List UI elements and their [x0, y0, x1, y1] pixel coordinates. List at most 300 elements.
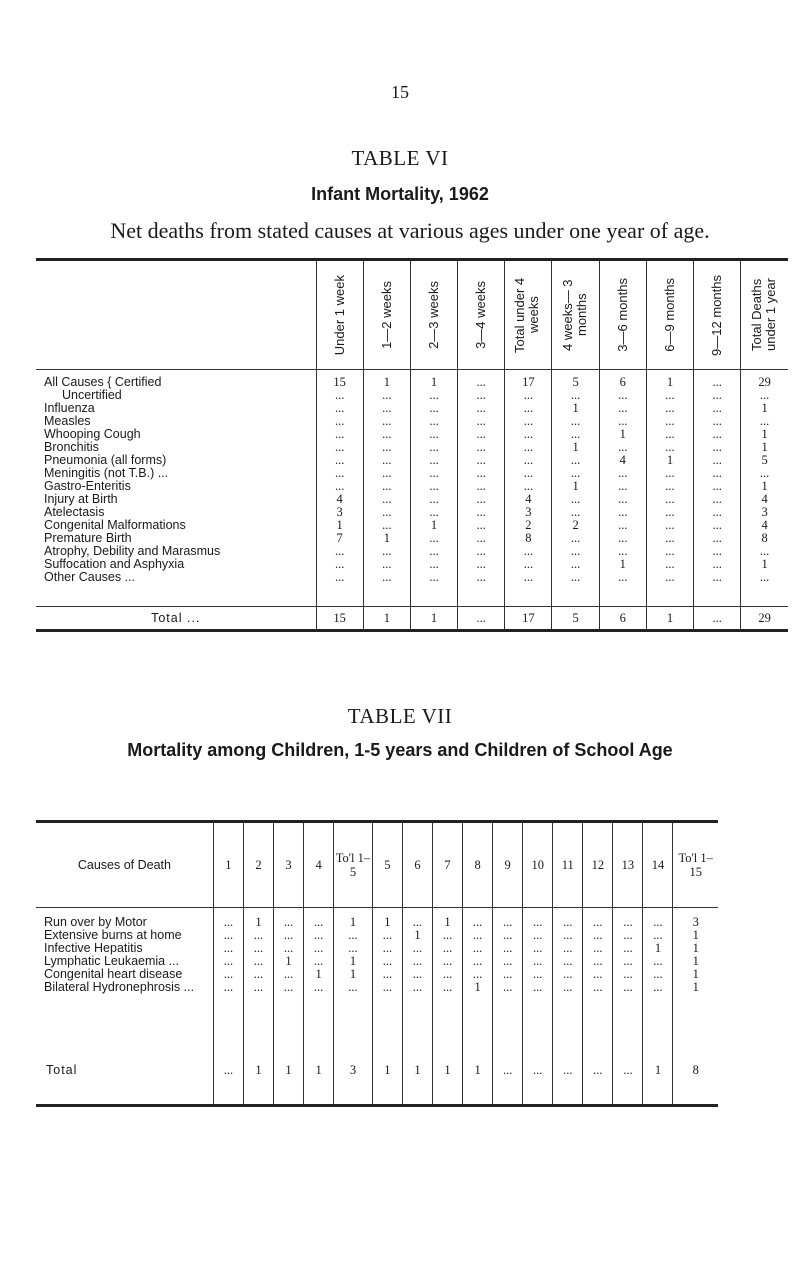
- table6-total-cell: 1: [363, 607, 410, 631]
- spacer-cell: [583, 994, 613, 1064]
- table6-cell: 4: [316, 493, 363, 506]
- table6-col-header: Total Deaths under 1 year: [741, 260, 788, 370]
- table7-cell: 1: [274, 955, 304, 968]
- table6-cell: ...: [410, 493, 457, 506]
- table7-cell: ...: [553, 955, 583, 968]
- table7-cell: ...: [274, 942, 304, 955]
- table6-row: [36, 558, 788, 571]
- table6-cell: ...: [316, 545, 363, 558]
- table7-cell: ...: [334, 929, 373, 942]
- table7-cell: ...: [243, 968, 273, 981]
- table6-row-label: Whooping Cough: [44, 427, 141, 441]
- table7-cell: 1: [334, 968, 373, 981]
- table7-cell: ...: [493, 942, 523, 955]
- table6-cell: ...: [458, 389, 505, 402]
- table6-cell: ...: [410, 545, 457, 558]
- table7-cell: ...: [243, 981, 273, 994]
- table6-cell: ...: [646, 467, 693, 480]
- table6-cell: ...: [552, 532, 599, 545]
- table6-total-cell: 1: [646, 607, 693, 631]
- table7-cell: ...: [523, 955, 553, 968]
- table6-cell: 2: [505, 519, 552, 532]
- table6-cell: ...: [410, 454, 457, 467]
- table6-cell: 1: [363, 370, 410, 390]
- table6-cell: ...: [458, 454, 505, 467]
- table6-cell: ...: [505, 454, 552, 467]
- table7-total-cell: 1: [643, 1064, 673, 1106]
- table6-title: TABLE VI: [351, 146, 449, 170]
- table7-total-cell: 1: [243, 1064, 273, 1106]
- table6-cell: ...: [646, 428, 693, 441]
- table6-spacer-row: [36, 584, 788, 607]
- table6-col-header: 3—6 months: [599, 260, 646, 370]
- table7-cell: ...: [553, 942, 583, 955]
- table7-cell: ...: [583, 955, 613, 968]
- table6-cell: ...: [505, 467, 552, 480]
- table7-cell: ...: [613, 968, 643, 981]
- table6-cell: 1: [741, 480, 788, 493]
- table7-total-row: [36, 1064, 718, 1106]
- table7-cell: 1: [463, 981, 493, 994]
- table6-cell: ...: [646, 558, 693, 571]
- table7-col-header: 10: [523, 822, 553, 908]
- table6-cell: ...: [599, 545, 646, 558]
- table6-cell: ...: [458, 402, 505, 415]
- table7-cell: ...: [402, 955, 432, 968]
- spacer-cell: [304, 994, 334, 1064]
- table6-row-label: Premature Birth: [44, 531, 132, 545]
- table6-cell: ...: [599, 467, 646, 480]
- table7-col-header: 2: [243, 822, 273, 908]
- table7-col-header: 9: [493, 822, 523, 908]
- spacer-cell: [643, 994, 673, 1064]
- table6-row-label: Other Causes ...: [44, 570, 136, 584]
- spacer-cell: [402, 994, 432, 1064]
- spacer-cell: [553, 994, 583, 1064]
- table6-cell: ...: [694, 480, 741, 493]
- table7-row-label: Infective Hepatitis: [44, 941, 143, 955]
- table6-cell: ...: [410, 415, 457, 428]
- table6-cell: ...: [505, 480, 552, 493]
- table6-cell: 15: [316, 370, 363, 390]
- table7-cell: ...: [372, 942, 402, 955]
- table6-cell: 1: [741, 428, 788, 441]
- table6-cell: ...: [505, 558, 552, 571]
- table7-cell: ...: [523, 968, 553, 981]
- table7-col-header: To'l 1–5: [334, 822, 373, 908]
- table6-cell: ...: [599, 571, 646, 584]
- spacer-cell: [36, 994, 213, 1064]
- table6-total-cell: ...: [458, 607, 505, 631]
- table6-cell: ...: [599, 389, 646, 402]
- table6-cell: ...: [505, 415, 552, 428]
- table6-row: [36, 402, 788, 415]
- table7-cell: ...: [493, 968, 523, 981]
- table7-cell: ...: [334, 942, 373, 955]
- table6-cell: ...: [363, 402, 410, 415]
- table6-cell: ...: [458, 480, 505, 493]
- table6-description: Net deaths from stated causes at various ages under one year of age.: [110, 218, 710, 243]
- table7-cell: ...: [463, 955, 493, 968]
- table6-cell: ...: [410, 506, 457, 519]
- table6-total-cell: 29: [741, 607, 788, 631]
- table6-cell: ...: [552, 545, 599, 558]
- table7-cell: ...: [613, 955, 643, 968]
- table6-cell: ...: [741, 571, 788, 584]
- page-number: 15: [391, 82, 409, 102]
- table6-cell: ...: [646, 545, 693, 558]
- table7-cell: ...: [613, 942, 643, 955]
- table6-row-label: Atelectasis: [44, 505, 105, 519]
- spacer-cell: [243, 994, 273, 1064]
- table6-cell: ...: [599, 519, 646, 532]
- table7-header-row: [36, 822, 718, 908]
- table7-cell: ...: [243, 955, 273, 968]
- table6-cell: ...: [316, 415, 363, 428]
- table7-cell: ...: [213, 981, 243, 994]
- table6-cell: 1: [552, 441, 599, 454]
- table6-row-label: Pneumonia (all forms): [44, 453, 167, 467]
- table6-cell: ...: [363, 493, 410, 506]
- table6-cell: ...: [646, 571, 693, 584]
- table6-cell: ...: [505, 571, 552, 584]
- table6-row-label: Bronchitis: [44, 440, 99, 454]
- table6-total-row: [36, 607, 788, 631]
- spacer-cell: [213, 994, 243, 1064]
- table6-col-header: 9—12 months: [694, 260, 741, 370]
- table6-cell: ...: [505, 545, 552, 558]
- table6-row-label: Measles: [44, 414, 91, 428]
- table7-total-cell: ...: [213, 1064, 243, 1106]
- table6-cell: ...: [410, 441, 457, 454]
- table6-cell: 1: [599, 428, 646, 441]
- table7-cell: ...: [523, 929, 553, 942]
- table7-cell: ...: [372, 981, 402, 994]
- table7-cell: ...: [643, 968, 673, 981]
- table6-cell: ...: [694, 389, 741, 402]
- table7-cell: ...: [583, 942, 613, 955]
- table7-cell: 1: [673, 942, 718, 955]
- table7-cell: 1: [372, 908, 402, 930]
- table7-subtitle: Mortality among Children, 1-5 years and Children of School Age: [127, 740, 673, 760]
- table6-row: [36, 467, 788, 480]
- table7-total-cell: 8: [673, 1064, 718, 1106]
- table7-cell: ...: [493, 929, 523, 942]
- table6-cell: ...: [363, 519, 410, 532]
- table6-cell: 4: [741, 493, 788, 506]
- table7-col-header: 8: [463, 822, 493, 908]
- table7-title: TABLE VII: [347, 704, 453, 728]
- table7-cell: 1: [643, 942, 673, 955]
- table6-cell: ...: [694, 454, 741, 467]
- table6-cell: 1: [741, 558, 788, 571]
- table6-subtitle: Infant Mortality, 1962: [311, 184, 489, 204]
- table6-cell: 8: [741, 532, 788, 545]
- table6-cell: ...: [505, 428, 552, 441]
- table6-cell: ...: [363, 467, 410, 480]
- table6-row: [36, 480, 788, 493]
- table6-row: [36, 370, 788, 390]
- spacer-cell: [552, 584, 599, 607]
- table7-cell: ...: [304, 908, 334, 930]
- table6-cell: ...: [694, 428, 741, 441]
- spacer-cell: [673, 994, 718, 1064]
- spacer-cell: [458, 584, 505, 607]
- table6-cell: 3: [316, 506, 363, 519]
- table6-cell: ...: [410, 389, 457, 402]
- table7-cell: 1: [243, 908, 273, 930]
- table6-cell: ...: [741, 415, 788, 428]
- table7-cell: ...: [304, 955, 334, 968]
- table6-cell: ...: [694, 467, 741, 480]
- table6-cell: ...: [505, 441, 552, 454]
- table6-cell: 6: [599, 370, 646, 390]
- table7-cell: 1: [673, 929, 718, 942]
- table6-cell: ...: [410, 402, 457, 415]
- table6-cell: ...: [458, 545, 505, 558]
- table6-cell: ...: [458, 532, 505, 545]
- spacer-cell: [694, 584, 741, 607]
- table6-cell: 1: [599, 558, 646, 571]
- table6-cell: ...: [316, 454, 363, 467]
- table7-col-header: 13: [613, 822, 643, 908]
- table7-spacer-row: [36, 994, 718, 1064]
- table6-cell: 1: [363, 532, 410, 545]
- table6-cell: ...: [646, 389, 693, 402]
- spacer-cell: [599, 584, 646, 607]
- table6-total-label: Total ...: [36, 607, 316, 631]
- table6-row: [36, 389, 788, 402]
- table6-cell: ...: [505, 389, 552, 402]
- table6-cell: 3: [741, 506, 788, 519]
- spacer-cell: [363, 584, 410, 607]
- table6-total-cell: 17: [505, 607, 552, 631]
- table7-cell: ...: [553, 968, 583, 981]
- table7-cell: ...: [372, 929, 402, 942]
- table6-row: [36, 415, 788, 428]
- table7-total-cell: ...: [613, 1064, 643, 1106]
- table7-cell: ...: [372, 968, 402, 981]
- child-mortality-table: [36, 820, 718, 1107]
- table6-cell: ...: [363, 545, 410, 558]
- table7-cell: ...: [304, 981, 334, 994]
- table6-row-label: Uncertified: [62, 388, 122, 402]
- table7-cell: ...: [402, 968, 432, 981]
- table6-cell: 3: [505, 506, 552, 519]
- table6-cell: ...: [694, 558, 741, 571]
- table6-col-header: 6—9 months: [646, 260, 693, 370]
- table6-cell: ...: [316, 441, 363, 454]
- table6-col-header: 1—2 weeks: [363, 260, 410, 370]
- table6-cell: ...: [646, 532, 693, 545]
- table6-cell: ...: [552, 467, 599, 480]
- table7-cell: 3: [673, 908, 718, 930]
- table6-col-header: 2—3 weeks: [410, 260, 457, 370]
- table6-total-cell: ...: [694, 607, 741, 631]
- table7-cell: 1: [402, 929, 432, 942]
- table6-cell: ...: [646, 441, 693, 454]
- table7-total-label: Total: [46, 1063, 78, 1077]
- infant-mortality-table: [36, 258, 788, 632]
- table6-cell: ...: [694, 519, 741, 532]
- table6-cell: 1: [552, 480, 599, 493]
- spacer-cell: [613, 994, 643, 1064]
- table6-cell: ...: [694, 370, 741, 390]
- table7-cell: ...: [213, 955, 243, 968]
- table7-total-cell: 3: [334, 1064, 373, 1106]
- table6-cell: ...: [363, 480, 410, 493]
- table6-cell: ...: [552, 558, 599, 571]
- table6-row: [36, 519, 788, 532]
- table7-cell: ...: [523, 908, 553, 930]
- table7-cell: ...: [463, 968, 493, 981]
- table6-cell: ...: [694, 415, 741, 428]
- table6-cell: ...: [316, 389, 363, 402]
- table7-total-cell: 1: [304, 1064, 334, 1106]
- table6-cell: ...: [646, 506, 693, 519]
- table7-col-header: 5: [372, 822, 402, 908]
- table7-col-header: 3: [274, 822, 304, 908]
- table7-cell: 1: [673, 981, 718, 994]
- table7-cell: 1: [673, 968, 718, 981]
- table6-cell: ...: [458, 506, 505, 519]
- table6-cell: ...: [646, 415, 693, 428]
- table6-cell: ...: [599, 493, 646, 506]
- table6-cell: ...: [694, 402, 741, 415]
- table6-row-label: Influenza: [44, 401, 95, 415]
- table6-cell: 7: [316, 532, 363, 545]
- table6-cell: ...: [646, 493, 693, 506]
- table7-total-cell: ...: [553, 1064, 583, 1106]
- table6-cell: ...: [741, 467, 788, 480]
- table7-cell: ...: [463, 942, 493, 955]
- table6-cell: 8: [505, 532, 552, 545]
- table6-header-row: [36, 260, 788, 370]
- table7-cell: ...: [613, 908, 643, 930]
- table6-cell: ...: [458, 441, 505, 454]
- table7-total-cell: 1: [463, 1064, 493, 1106]
- table6-cell: ...: [552, 571, 599, 584]
- table7-cell: ...: [243, 942, 273, 955]
- table7-cell: ...: [643, 908, 673, 930]
- table7-cell: ...: [583, 908, 613, 930]
- spacer-cell: [505, 584, 552, 607]
- table7-cell: ...: [643, 981, 673, 994]
- table7-cell: ...: [432, 968, 462, 981]
- table6-cell: ...: [363, 506, 410, 519]
- table7-col-header: To'l 1–15: [673, 822, 718, 908]
- table6-cell: ...: [458, 558, 505, 571]
- table7-cell: 1: [334, 955, 373, 968]
- table7-cell: ...: [304, 929, 334, 942]
- table7-cell: ...: [463, 929, 493, 942]
- table6-cell: 1: [410, 370, 457, 390]
- table6-cell: ...: [410, 480, 457, 493]
- table7-cell: ...: [402, 942, 432, 955]
- table6-cell: 1: [552, 402, 599, 415]
- table7-cell: ...: [613, 981, 643, 994]
- table6-cell: ...: [599, 532, 646, 545]
- spacer-cell: [523, 994, 553, 1064]
- table7-total-cell: ...: [493, 1064, 523, 1106]
- spacer-cell: [493, 994, 523, 1064]
- table6-cell: ...: [363, 428, 410, 441]
- table7-cell: ...: [213, 929, 243, 942]
- table7-row-label: Bilateral Hydronephrosis ...: [44, 980, 195, 994]
- table7-header-cause: Causes of Death: [36, 822, 213, 908]
- table7-col-header: 6: [402, 822, 432, 908]
- table7-cell: 1: [304, 968, 334, 981]
- table6-col-header: Total under 4 weeks: [505, 260, 552, 370]
- table6-cell: 5: [552, 370, 599, 390]
- table7-cell: ...: [493, 908, 523, 930]
- table7-cell: ...: [553, 929, 583, 942]
- table7-total-cell: 1: [372, 1064, 402, 1106]
- table6-row-label: Congenital Malformations: [44, 518, 186, 532]
- table7-cell: 1: [673, 955, 718, 968]
- table7-cell: ...: [583, 929, 613, 942]
- table6-cell: ...: [458, 493, 505, 506]
- table7-cell: 1: [432, 908, 462, 930]
- table6-cell: 1: [410, 519, 457, 532]
- table6-cell: 29: [741, 370, 788, 390]
- table6-total-cell: 1: [410, 607, 457, 631]
- table6-cell: ...: [410, 558, 457, 571]
- table7-row-label: Lymphatic Leukaemia ...: [44, 954, 180, 968]
- table6-cell: 17: [505, 370, 552, 390]
- table6-cell: 1: [741, 441, 788, 454]
- table6-cell: ...: [316, 571, 363, 584]
- table6-cell: 4: [505, 493, 552, 506]
- table6-cell: 1: [646, 370, 693, 390]
- table6-cell: ...: [316, 402, 363, 415]
- table6-col-header: 3—4 weeks: [458, 260, 505, 370]
- table6-cell: ...: [410, 467, 457, 480]
- table6-cell: ...: [741, 545, 788, 558]
- table7-row: [36, 908, 718, 930]
- table6-cell: ...: [316, 428, 363, 441]
- table7-cell: ...: [432, 955, 462, 968]
- table6-row-label: Gastro-Enteritis: [44, 479, 131, 493]
- table6-cell: 5: [741, 454, 788, 467]
- table6-cell: ...: [316, 480, 363, 493]
- table6-cell: ...: [694, 545, 741, 558]
- table7-cell: ...: [553, 981, 583, 994]
- spacer-cell: [432, 994, 462, 1064]
- table6-cell: ...: [458, 519, 505, 532]
- table6-cell: ...: [552, 506, 599, 519]
- table6-cell: ...: [410, 571, 457, 584]
- table6-cell: ...: [363, 415, 410, 428]
- table6-cell: 4: [599, 454, 646, 467]
- table6-cell: ...: [363, 558, 410, 571]
- spacer-cell: [463, 994, 493, 1064]
- table7-cell: ...: [274, 908, 304, 930]
- table6-cell: ...: [458, 428, 505, 441]
- table6-row: [36, 428, 788, 441]
- table7-cell: ...: [243, 929, 273, 942]
- table6-cell: ...: [410, 428, 457, 441]
- table6-cell: ...: [458, 467, 505, 480]
- table6-cell: ...: [552, 389, 599, 402]
- table7-row: [36, 981, 718, 994]
- spacer-cell: [372, 994, 402, 1064]
- table7-col-header: 11: [553, 822, 583, 908]
- table6-cell: 2: [552, 519, 599, 532]
- table6-cell: ...: [552, 493, 599, 506]
- table6-cell: ...: [694, 571, 741, 584]
- table7-cell: ...: [213, 968, 243, 981]
